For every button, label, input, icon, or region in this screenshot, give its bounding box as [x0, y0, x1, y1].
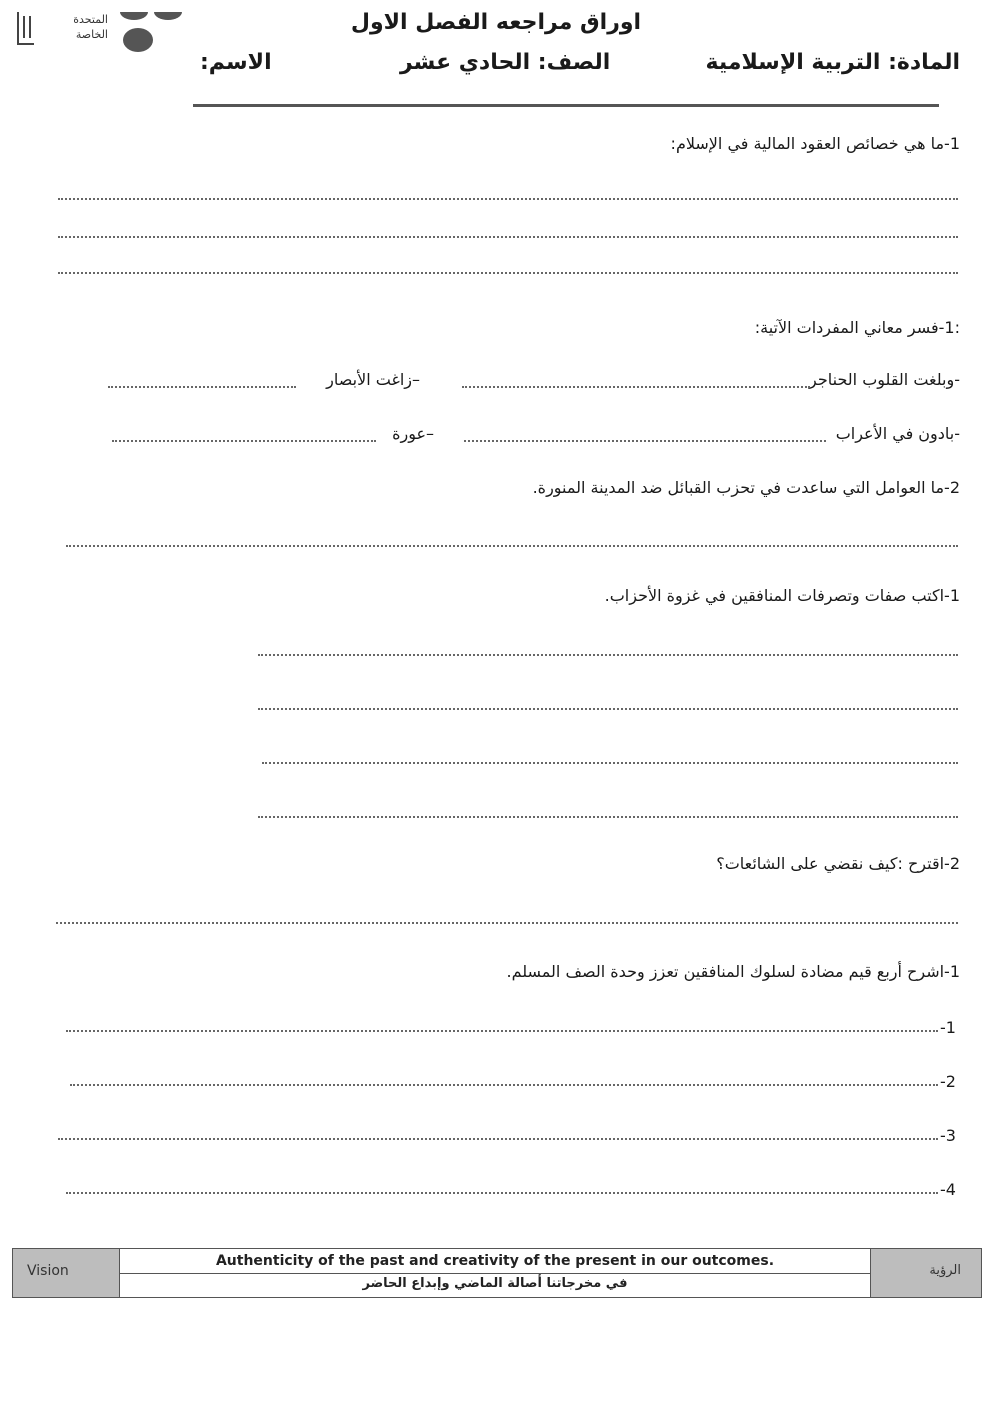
grade-label: الصف: الحادي عشر [400, 50, 611, 75]
answer-line[interactable] [262, 762, 958, 764]
vision-banner [12, 1248, 982, 1298]
logo-text: المتحدة الخاصة [73, 13, 108, 41]
numbered-item-3: -3 [940, 1126, 956, 1145]
name-label: الاسم: [200, 50, 272, 75]
vision-ar-label: الرؤية [929, 1263, 961, 1278]
vision-en-label: Vision [27, 1263, 69, 1279]
question-5: 2-اقترح :كيف نقضي على الشائعات؟ [716, 854, 960, 873]
answer-line[interactable] [56, 922, 958, 924]
header-rule [193, 104, 939, 107]
answer-line[interactable] [464, 440, 826, 442]
answer-line[interactable] [70, 1084, 938, 1086]
answer-line[interactable] [58, 272, 958, 274]
answer-line[interactable] [258, 654, 958, 656]
vision-ar-cell [870, 1249, 981, 1297]
question-4: 1-اكتب صفات وتصرفات المنافقين في غزوة الأحزاب. [604, 586, 960, 605]
answer-line[interactable] [66, 1192, 938, 1194]
question-6: 1-اشرح أربع قيم مضادة لسلوك المنافقين تعزز وحدة الصف المسلم. [506, 962, 960, 981]
answer-line[interactable] [58, 198, 958, 200]
vocab-item-a: -وبلغت القلوب الحناجر [809, 370, 960, 389]
answer-line[interactable] [66, 1030, 938, 1032]
answer-line[interactable] [58, 1138, 938, 1140]
question-2: :1-فسر معاني المفردات الآتية: [754, 318, 960, 337]
banner-divider [119, 1273, 871, 1274]
motto-en: Authenticity of the past and creativity of the present in our outcomes. [215, 1253, 775, 1269]
answer-line[interactable] [66, 545, 958, 547]
page-title: اوراق مراجعه الفصل الاول [350, 10, 642, 35]
question-3: 2-ما العوامل التي ساعدت في تحزب القبائل ضد المدينة المنورة. [532, 478, 960, 497]
vision-en-cell [13, 1249, 120, 1297]
numbered-item-4: -4 [940, 1180, 956, 1199]
answer-line[interactable] [258, 708, 958, 710]
answer-line[interactable] [112, 440, 376, 442]
answer-line[interactable] [108, 386, 296, 388]
vocab-item-b: –زاغت الأبصار [326, 370, 420, 389]
answer-line[interactable] [58, 236, 958, 238]
numbered-item-1: -1 [940, 1018, 956, 1037]
answer-line[interactable] [258, 816, 958, 818]
subject-label: المادة: التربية الإسلامية [705, 50, 960, 75]
vocab-item-c: -بادون في الأعراب [835, 424, 960, 443]
vocab-item-d: –عورة [392, 424, 434, 443]
numbered-item-2: -2 [940, 1072, 956, 1091]
motto-ar: في مخرجاتنا أصالة الماضي وإبداع الحاضر [362, 1276, 628, 1291]
question-1: 1-ما هي خصائص العقود المالية في الإسلام: [670, 134, 960, 153]
answer-line[interactable] [462, 386, 810, 388]
